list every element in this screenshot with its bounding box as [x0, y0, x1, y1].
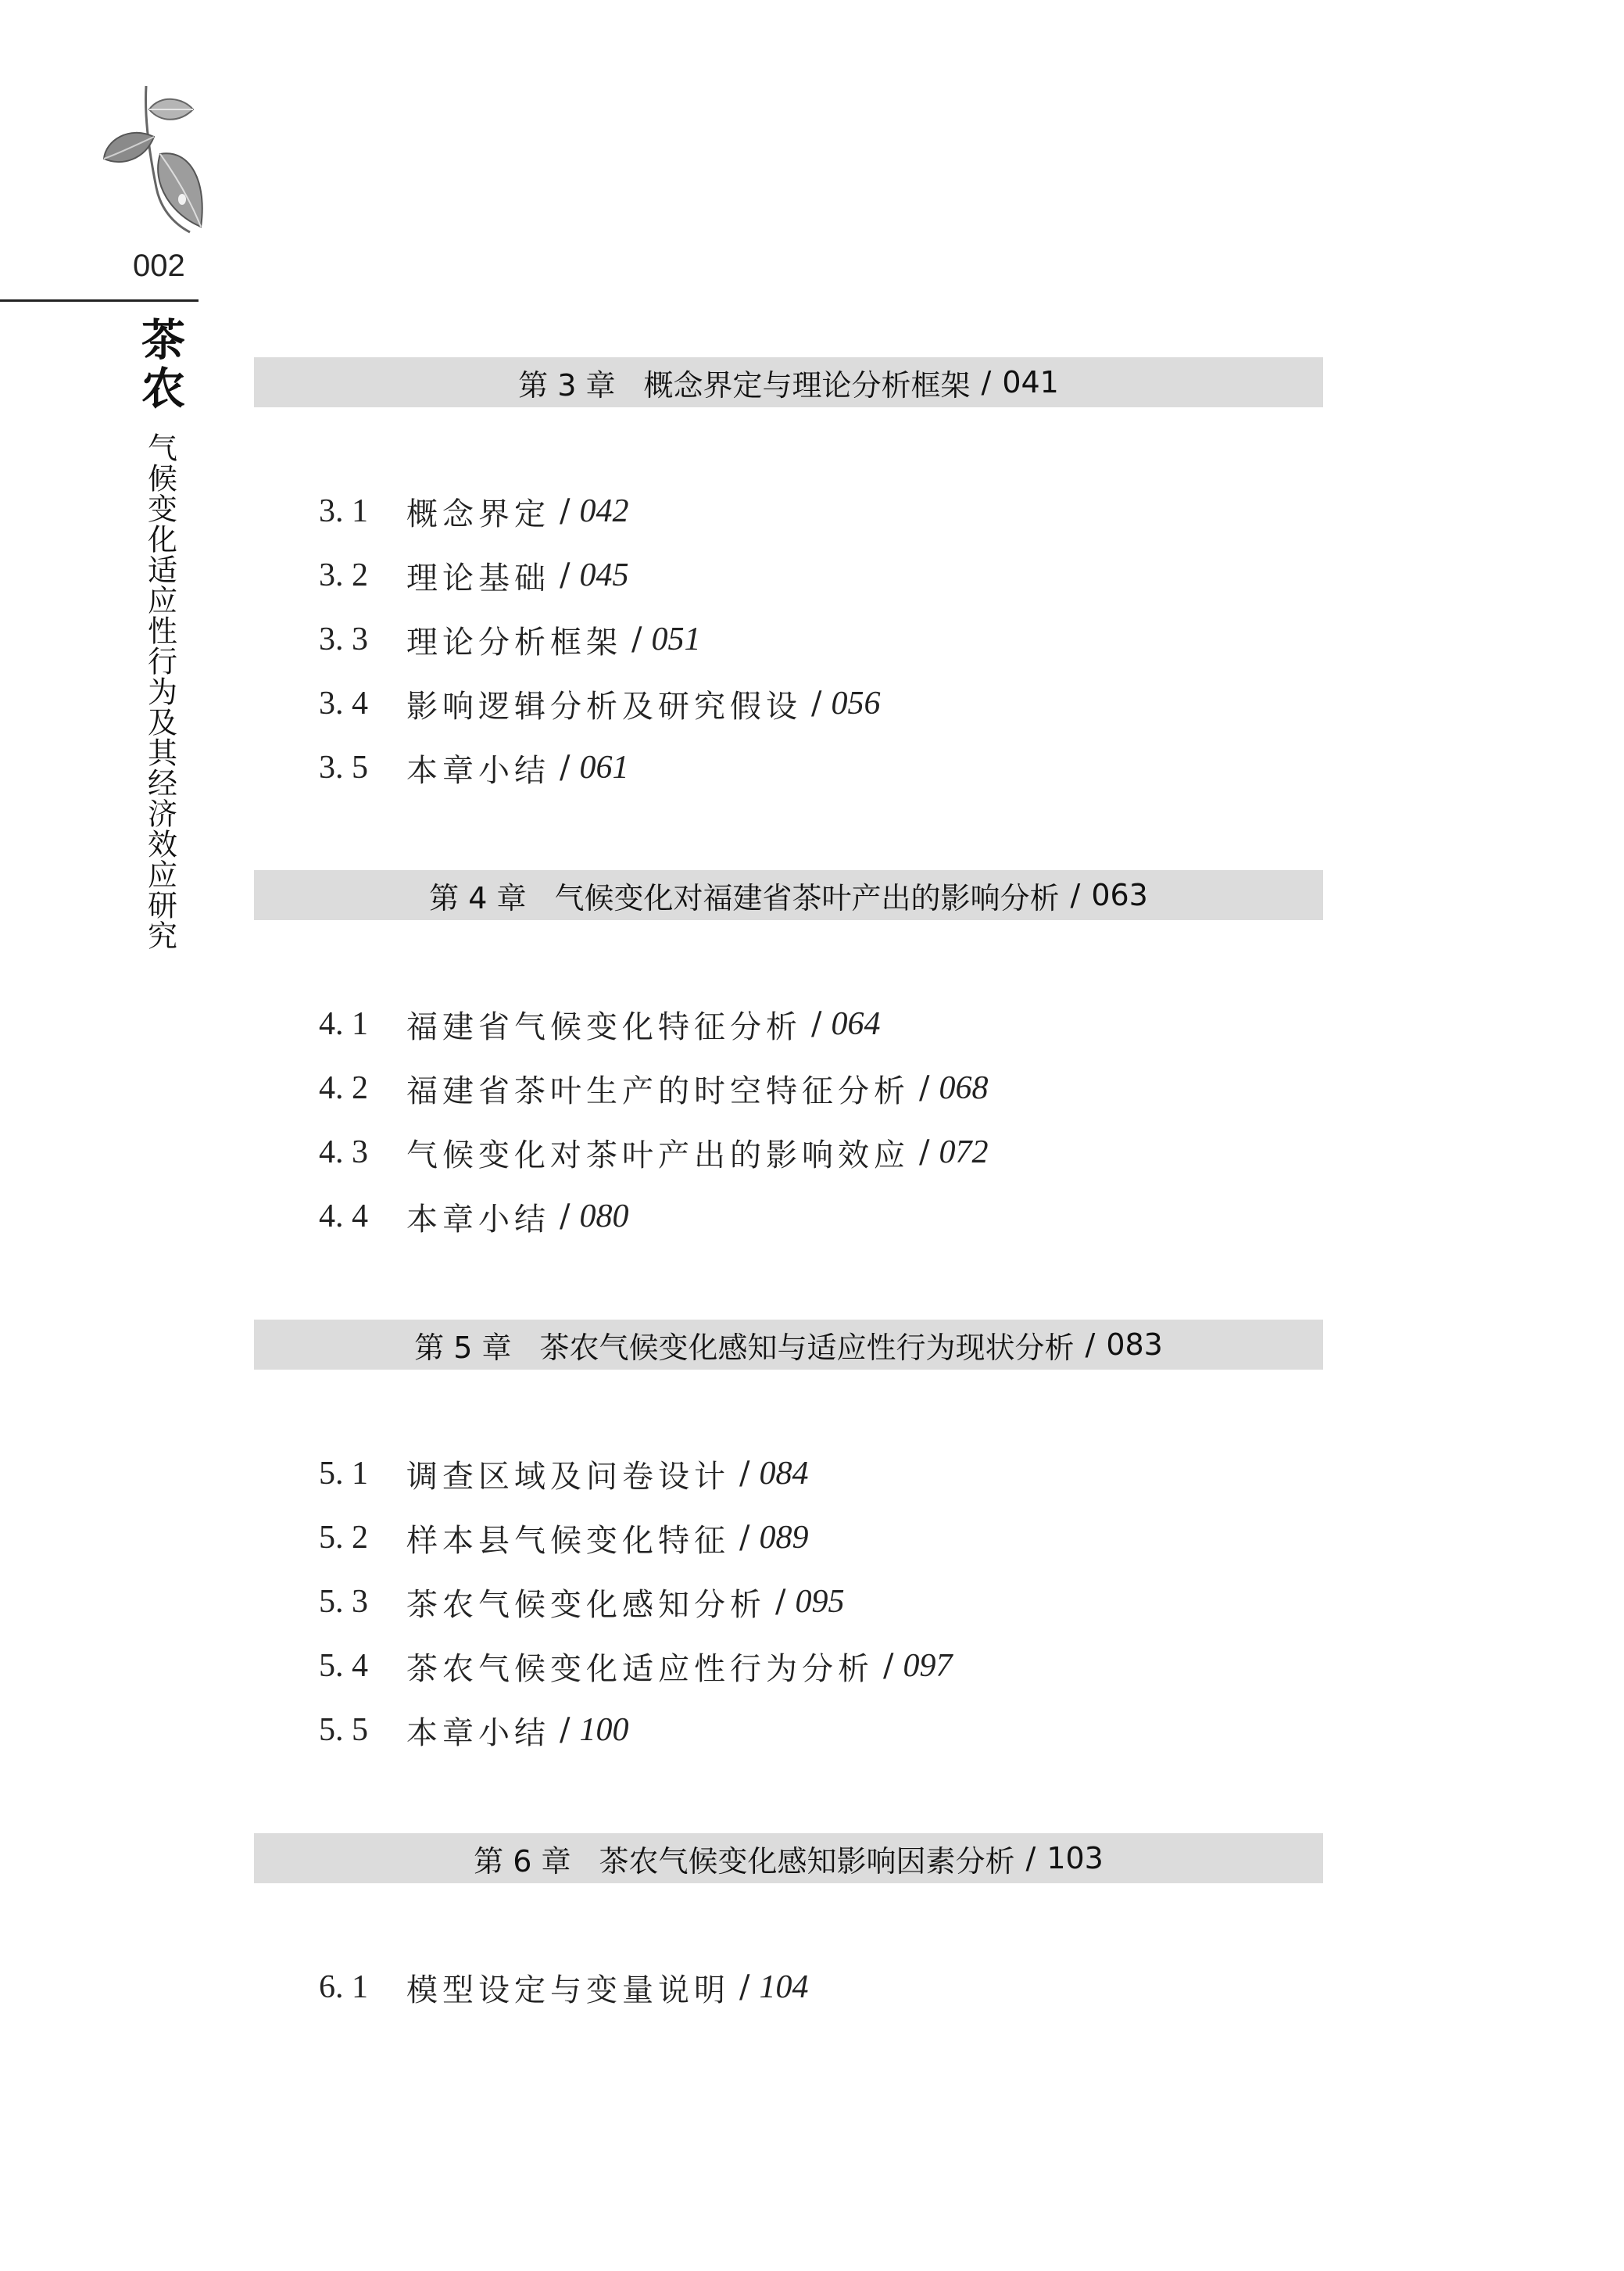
section-page: 064	[831, 1006, 881, 1042]
section-title: 样本县气候变化特征	[406, 1522, 730, 1559]
section-number: 4. 2	[319, 1070, 368, 1106]
section-number: 5. 3	[319, 1584, 368, 1620]
section-number: 4. 3	[319, 1134, 368, 1170]
toc-entry[interactable]	[319, 1578, 844, 1625]
chapter-heading[interactable]	[254, 870, 1323, 920]
separator: /	[1025, 1841, 1036, 1875]
chapter-label: 第 6 章	[474, 1843, 571, 1879]
chapter-title: 茶农气候变化感知与适应性行为现状分析	[539, 1330, 1075, 1365]
separator: /	[981, 365, 992, 399]
separator: /	[560, 493, 571, 529]
section-page: 080	[579, 1198, 629, 1234]
separator: /	[775, 1584, 786, 1620]
section-title: 福建省茶叶生产的时空特征分析	[406, 1073, 910, 1109]
section-page: 045	[579, 557, 629, 593]
section-page: 084	[759, 1456, 809, 1492]
section-number: 3. 3	[319, 621, 368, 657]
separator: /	[739, 1969, 750, 2005]
section-title: 本章小结	[406, 1201, 550, 1238]
section-page: 051	[651, 621, 701, 657]
separator: /	[739, 1520, 750, 1556]
chapter-title: 茶农气候变化感知影响因素分析	[599, 1843, 1015, 1879]
separator: /	[883, 1648, 894, 1684]
separator: /	[919, 1070, 930, 1106]
section-title: 本章小结	[406, 1714, 550, 1751]
toc-entry[interactable]	[319, 680, 880, 727]
section-page: 089	[759, 1520, 809, 1556]
section-title: 影响逻辑分析及研究假设	[406, 688, 802, 725]
toc-entry[interactable]	[319, 1642, 952, 1689]
chapter-heading[interactable]	[254, 1320, 1323, 1370]
section-number: 4. 1	[319, 1006, 368, 1042]
section-page: 042	[579, 493, 629, 529]
toc-entry[interactable]	[319, 1193, 628, 1240]
separator: /	[1085, 1327, 1096, 1362]
header-rule	[0, 299, 199, 302]
separator: /	[560, 1712, 571, 1748]
toc-entry[interactable]	[319, 1001, 880, 1048]
section-page: 095	[795, 1584, 845, 1620]
leaf-logo-icon	[98, 82, 207, 238]
chapter-title: 概念界定与理论分析框架	[643, 367, 971, 403]
spine-title	[134, 317, 186, 951]
chapter-page: 041	[1002, 365, 1059, 399]
section-title: 调查区域及问卷设计	[406, 1458, 730, 1495]
section-number: 3. 1	[319, 493, 368, 529]
book-main-title: 茶农	[134, 317, 186, 414]
separator: /	[560, 1198, 571, 1234]
section-page: 097	[903, 1648, 953, 1684]
separator: /	[560, 750, 571, 786]
separator: /	[1070, 878, 1081, 912]
separator: /	[560, 557, 571, 593]
toc-entry[interactable]	[319, 616, 700, 663]
separator: /	[631, 621, 642, 657]
toc-entry[interactable]	[319, 744, 628, 791]
section-number: 5. 4	[319, 1648, 368, 1684]
chapter-heading[interactable]	[254, 357, 1323, 407]
toc-entry[interactable]	[319, 1707, 628, 1753]
toc-entry[interactable]	[319, 1514, 808, 1561]
section-number: 3. 5	[319, 750, 368, 786]
page-number: 002	[133, 249, 185, 283]
toc-entry[interactable]	[319, 1065, 988, 1112]
section-title: 茶农气候变化适应性行为分析	[406, 1650, 874, 1687]
section-page: 072	[939, 1134, 989, 1170]
section-title: 福建省气候变化特征分析	[406, 1008, 802, 1045]
separator: /	[739, 1456, 750, 1492]
chapter-page: 063	[1091, 878, 1148, 912]
chapter-label: 第 3 章	[518, 367, 616, 403]
chapter-title: 气候变化对福建省茶叶产出的影响分析	[554, 880, 1060, 915]
chapter-label: 第 4 章	[429, 880, 527, 915]
toc-entry[interactable]	[319, 1450, 808, 1497]
separator: /	[811, 1006, 822, 1042]
toc-entry[interactable]	[319, 1129, 988, 1176]
toc-entry[interactable]	[319, 1964, 808, 2011]
book-subtitle: 气候变化适应性行为及其经济效应研究	[142, 432, 177, 951]
section-title: 理论基础	[406, 560, 550, 596]
section-page: 061	[579, 750, 629, 786]
chapter-heading[interactable]	[254, 1833, 1323, 1883]
chapter-label: 第 5 章	[414, 1330, 512, 1365]
section-page: 068	[939, 1070, 989, 1106]
section-title: 模型设定与变量说明	[406, 1972, 730, 2008]
section-title: 理论分析框架	[406, 624, 622, 661]
section-title: 气候变化对茶叶产出的影响效应	[406, 1137, 910, 1173]
chapter-page: 083	[1106, 1327, 1163, 1362]
separator: /	[811, 686, 822, 722]
section-number: 6. 1	[319, 1969, 368, 2005]
section-page: 100	[579, 1712, 629, 1748]
section-number: 5. 5	[319, 1712, 368, 1748]
toc-entry[interactable]	[319, 488, 628, 535]
section-number: 5. 2	[319, 1520, 368, 1556]
section-title: 概念界定	[406, 496, 550, 532]
section-title: 本章小结	[406, 752, 550, 789]
separator: /	[919, 1134, 930, 1170]
section-page: 056	[831, 686, 881, 722]
section-title: 茶农气候变化感知分析	[406, 1586, 766, 1623]
section-number: 3. 2	[319, 557, 368, 593]
section-number: 5. 1	[319, 1456, 368, 1492]
section-number: 4. 4	[319, 1198, 368, 1234]
section-page: 104	[759, 1969, 809, 2005]
section-number: 3. 4	[319, 686, 368, 722]
toc-entry[interactable]	[319, 552, 628, 599]
chapter-page: 103	[1046, 1841, 1104, 1875]
